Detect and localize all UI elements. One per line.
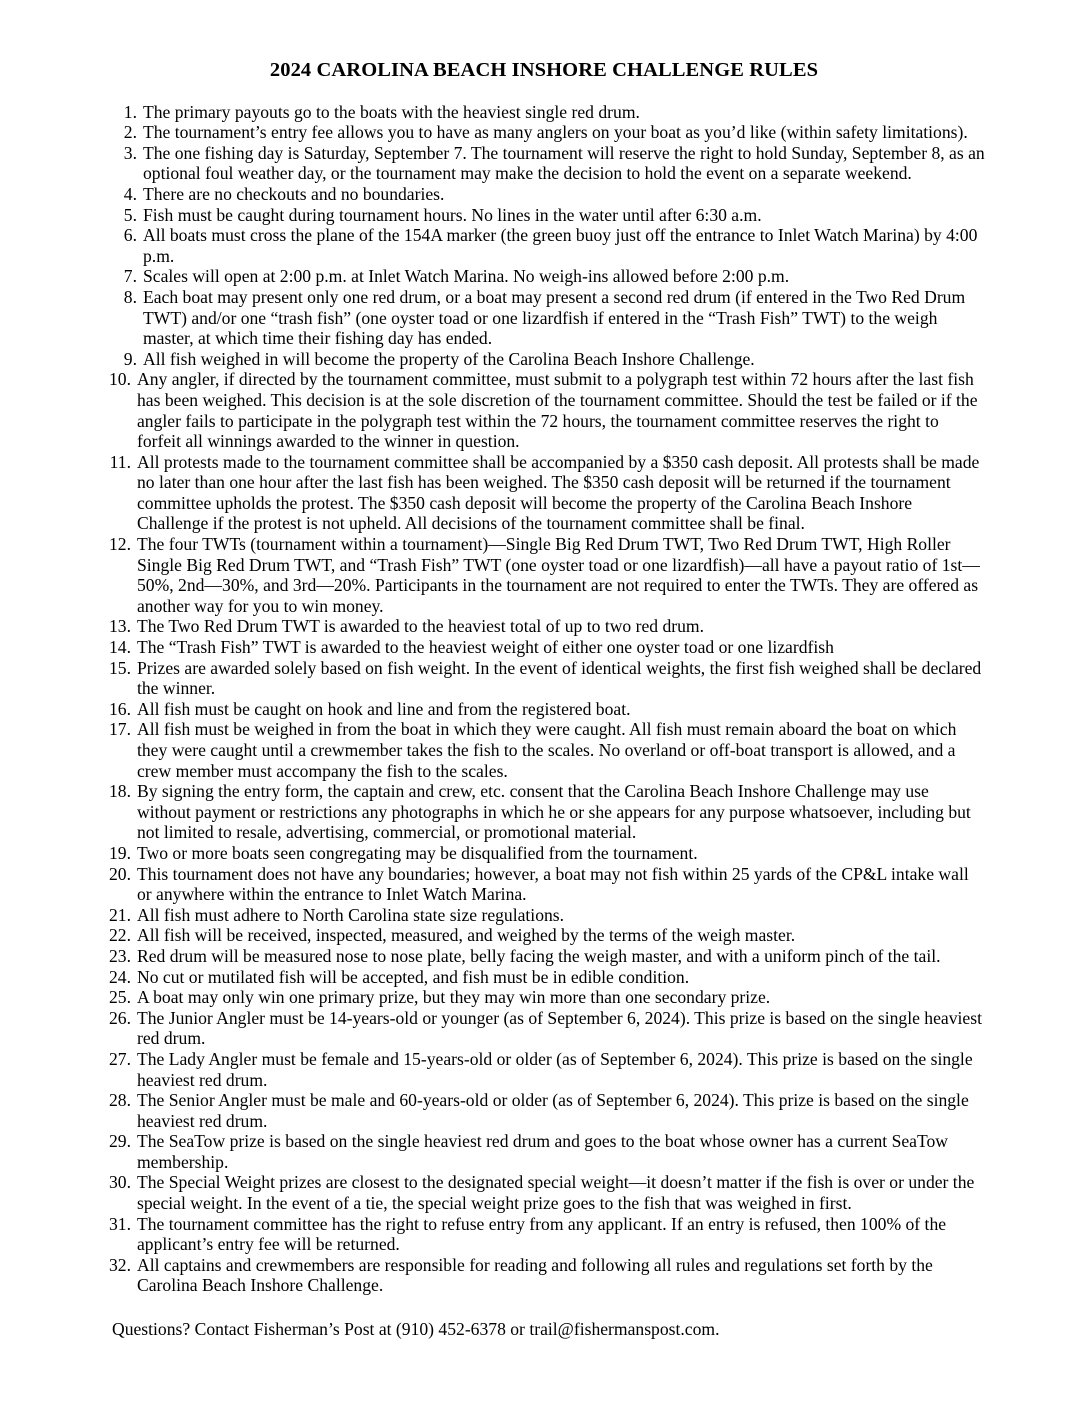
rule-number: 4.: [123, 183, 137, 204]
rule-item: [105, 781, 985, 843]
rule-number: 8.: [123, 286, 137, 307]
rule-item: [105, 719, 985, 781]
rule-number: 24.: [109, 966, 131, 987]
rule-text: The one fishing day is Saturday, September 7. The tournament will reserve the right to hold Sunday, September 8, as an optional foul weather day, or the tournament may make the decision to hold the event on a separate weekend.: [143, 142, 985, 184]
rule-text: All fish must be weighed in from the boat in which they were caught. All fish must remain aboard the boat on which they were caught until a crewmember takes the fish to the scales. No overland or off-boat transport is allowed, and a crew member must accompany the fish to the scales.: [137, 719, 957, 781]
rule-number: 16.: [109, 698, 131, 719]
rule-item: [105, 369, 985, 451]
rule-text: All fish will be received, inspected, measured, and weighed by the terms of the weigh master.: [137, 925, 796, 946]
rule-item: [105, 1131, 985, 1172]
rule-number: 11.: [109, 451, 131, 472]
rule-number: 29.: [109, 1131, 131, 1152]
rule-text: Fish must be caught during tournament hours. No lines in the water until after 6:30 a.m.: [143, 204, 762, 225]
rule-text: The tournament’s entry fee allows you to have as many anglers on your boat as you’d like (within safety limitations).: [143, 122, 968, 143]
rule-text: The primary payouts go to the boats with the heaviest single red drum.: [143, 101, 640, 122]
rule-text: The Two Red Drum TWT is awarded to the heaviest total of up to two red drum.: [137, 616, 705, 637]
rule-item: [105, 1049, 985, 1090]
rule-text: Prizes are awarded solely based on fish weight. In the event of identical weights, the first fish weighed shall be declared the winner.: [137, 657, 982, 699]
rule-text: The Special Weight prizes are closest to the designated special weight—it doesn’t matter if the fish is over or under the special weight. In the event of a tie, the special weight prize goes to the fish that was weighed in first.: [137, 1172, 975, 1214]
rule-item: [105, 987, 985, 1008]
rule-number: 25.: [109, 987, 131, 1008]
rule-text: Scales will open at 2:00 p.m. at Inlet Watch Marina. No weigh-ins allowed before 2:00 p.m.: [143, 266, 790, 287]
rule-number: 12.: [109, 534, 131, 555]
rule-text: The SeaTow prize is based on the single heaviest red drum and goes to the boat whose owner has a current SeaTow membership.: [137, 1131, 949, 1172]
rule-item: [105, 266, 985, 287]
rule-item: [105, 184, 985, 205]
rule-item: [105, 287, 985, 349]
rule-number: 9.: [123, 348, 137, 369]
rule-text: All captains and crewmembers are responsible for reading and following all rules and regulations set forth by the Carolina Beach Inshore Challenge.: [137, 1254, 933, 1296]
rule-number: 15.: [109, 657, 131, 678]
rule-number: 1.: [123, 101, 137, 122]
rule-item: [105, 1255, 985, 1296]
rule-item: [105, 1172, 985, 1213]
rule-number: 20.: [109, 863, 131, 884]
rule-item: [105, 1008, 985, 1049]
rule-text: Any angler, if directed by the tournament committee, must submit to a polygraph test within 72 hours after the last fish has been weighed. This decision is at the sole discretion of the tournament committee. Should the test be failed or if the angler fails to participate in the polygraph test within the 72 hours, the tournament committee reserves the right to forfeit all winnings awarded to the winner in question.: [137, 369, 978, 452]
rule-number: 18.: [109, 781, 131, 802]
rule-number: 13.: [109, 616, 131, 637]
rule-text: Red drum will be measured nose to nose plate, belly facing the weigh master, and with a uniform pinch of the tail.: [137, 945, 941, 966]
rule-item: [105, 205, 985, 226]
rule-item: [105, 534, 985, 616]
rule-text: All boats must cross the plane of the 154A marker (the green buoy just off the entrance to Inlet Watch Marina) by 4:00 p.m.: [143, 225, 978, 266]
rule-text: There are no checkouts and no boundaries.: [143, 183, 445, 204]
rule-item: [105, 699, 985, 720]
rule-item: [105, 1214, 985, 1255]
rule-text: The Senior Angler must be male and 60-years-old or older (as of September 6, 2024). This prize is based on the single heaviest red drum.: [137, 1090, 969, 1131]
rule-item: [105, 925, 985, 946]
rule-number: 23.: [109, 945, 131, 966]
rule-text: The Junior Angler must be 14-years-old or younger (as of September 6, 2024). This prize is based on the single heaviest red drum.: [137, 1007, 982, 1049]
rule-text: The tournament committee has the right to refuse entry from any applicant. If an entry is refused, then 100% of the applicant’s entry fee will be returned.: [137, 1213, 947, 1255]
rule-item: [105, 967, 985, 988]
rule-text: The four TWTs (tournament within a tournament)—Single Big Red Drum TWT, Two Red Drum TWT, High Roller Single Big Red Drum TWT, and “Trash Fish” TWT (one oyster toad or one lizardfish)—all have a payout ratio of 1st—50%, 2nd—30%, and 3rd—20%. Participants in the tournament are not required to enter the TWTs. They are offered as another way for you to win money.: [137, 534, 980, 616]
rule-item: [105, 1090, 985, 1131]
rule-number: 2.: [123, 122, 137, 143]
rule-number: 30.: [109, 1172, 131, 1193]
rule-text: By signing the entry form, the captain and crew, etc. consent that the Carolina Beach Inshore Challenge may use without payment or restrictions any photographs in which he or she appears for any purpose whatsoever, including but not limited to resale, advertising, commercial, or promotional material.: [137, 781, 971, 843]
rule-number: 14.: [109, 637, 131, 658]
rule-item: [105, 349, 985, 370]
rule-item: [105, 658, 985, 699]
rule-number: 32.: [109, 1254, 131, 1275]
rule-text: All fish must adhere to North Carolina state size regulations.: [137, 904, 565, 925]
rule-number: 26.: [109, 1007, 131, 1028]
rule-number: 5.: [123, 204, 137, 225]
rule-text: The “Trash Fish” TWT is awarded to the heaviest weight of either one oyster toad or one lizardfish: [137, 637, 834, 658]
rule-text: The Lady Angler must be female and 15-years-old or older (as of September 6, 2024). This prize is based on the single heaviest red drum.: [137, 1048, 973, 1090]
rule-number: 17.: [109, 719, 131, 740]
rule-number: 28.: [109, 1090, 131, 1111]
rule-number: 19.: [109, 842, 131, 863]
rule-text: This tournament does not have any boundaries; however, a boat may not fish within 25 yards of the CP&L intake wall or anywhere within the entrance to Inlet Watch Marina.: [137, 863, 969, 905]
rule-item: [105, 616, 985, 637]
rule-text: All fish weighed in will become the property of the Carolina Beach Inshore Challenge.: [143, 348, 755, 369]
page-title: 2024 CAROLINA BEACH INSHORE CHALLENGE RULES: [269, 59, 819, 81]
rule-item: [105, 102, 985, 123]
rule-item: [105, 864, 985, 905]
rule-number: 27.: [109, 1048, 131, 1069]
rule-text: Each boat may present only one red drum, or a boat may present a second red drum (if entered in the Two Red Drum TWT) and/or one “trash fish” (one oyster toad or one lizardfish if entered in the “Trash Fish” TWT) to the weigh master, at which time their fishing day has ended.: [143, 286, 966, 349]
rules-list: [0, 83, 1088, 1296]
rule-item: [105, 143, 985, 184]
rule-text: All fish must be caught on hook and line and from the registered boat.: [137, 698, 631, 719]
rule-item: [105, 905, 985, 926]
rule-number: 3.: [123, 142, 137, 163]
rule-item: [105, 122, 985, 143]
rule-text: Two or more boats seen congregating may be disqualified from the tournament.: [137, 842, 698, 863]
rule-number: 7.: [123, 266, 137, 287]
rule-item: [105, 225, 985, 266]
rule-number: 31.: [109, 1213, 131, 1234]
contact-footer: Questions? Contact Fisherman’s Post at (910) 452-6378 or trail@fishermanspost.com.: [112, 1319, 720, 1340]
rule-text: A boat may only win one primary prize, but they may win more than one secondary prize.: [137, 987, 771, 1008]
rule-item: [105, 637, 985, 658]
rule-text: All protests made to the tournament committee shall be accompanied by a $350 cash deposit. All protests shall be made no later than one hour after the last fish has been weighed. The $350 cash deposit will be returned if the tournament committee upholds the protest. The $350 cash deposit will become the property of the Carolina Beach Inshore Challenge if the protest is not upheld. All decisions of the tournament committee shall be final.: [137, 451, 980, 534]
rule-item: [105, 843, 985, 864]
rule-number: 10.: [109, 369, 131, 390]
rule-text: No cut or mutilated fish will be accepted, and fish must be in edible condition.: [137, 966, 690, 987]
rule-number: 22.: [109, 925, 131, 946]
rule-number: 21.: [109, 904, 131, 925]
rule-item: [105, 946, 985, 967]
rule-number: 6.: [123, 225, 137, 246]
rule-item: [105, 452, 985, 534]
